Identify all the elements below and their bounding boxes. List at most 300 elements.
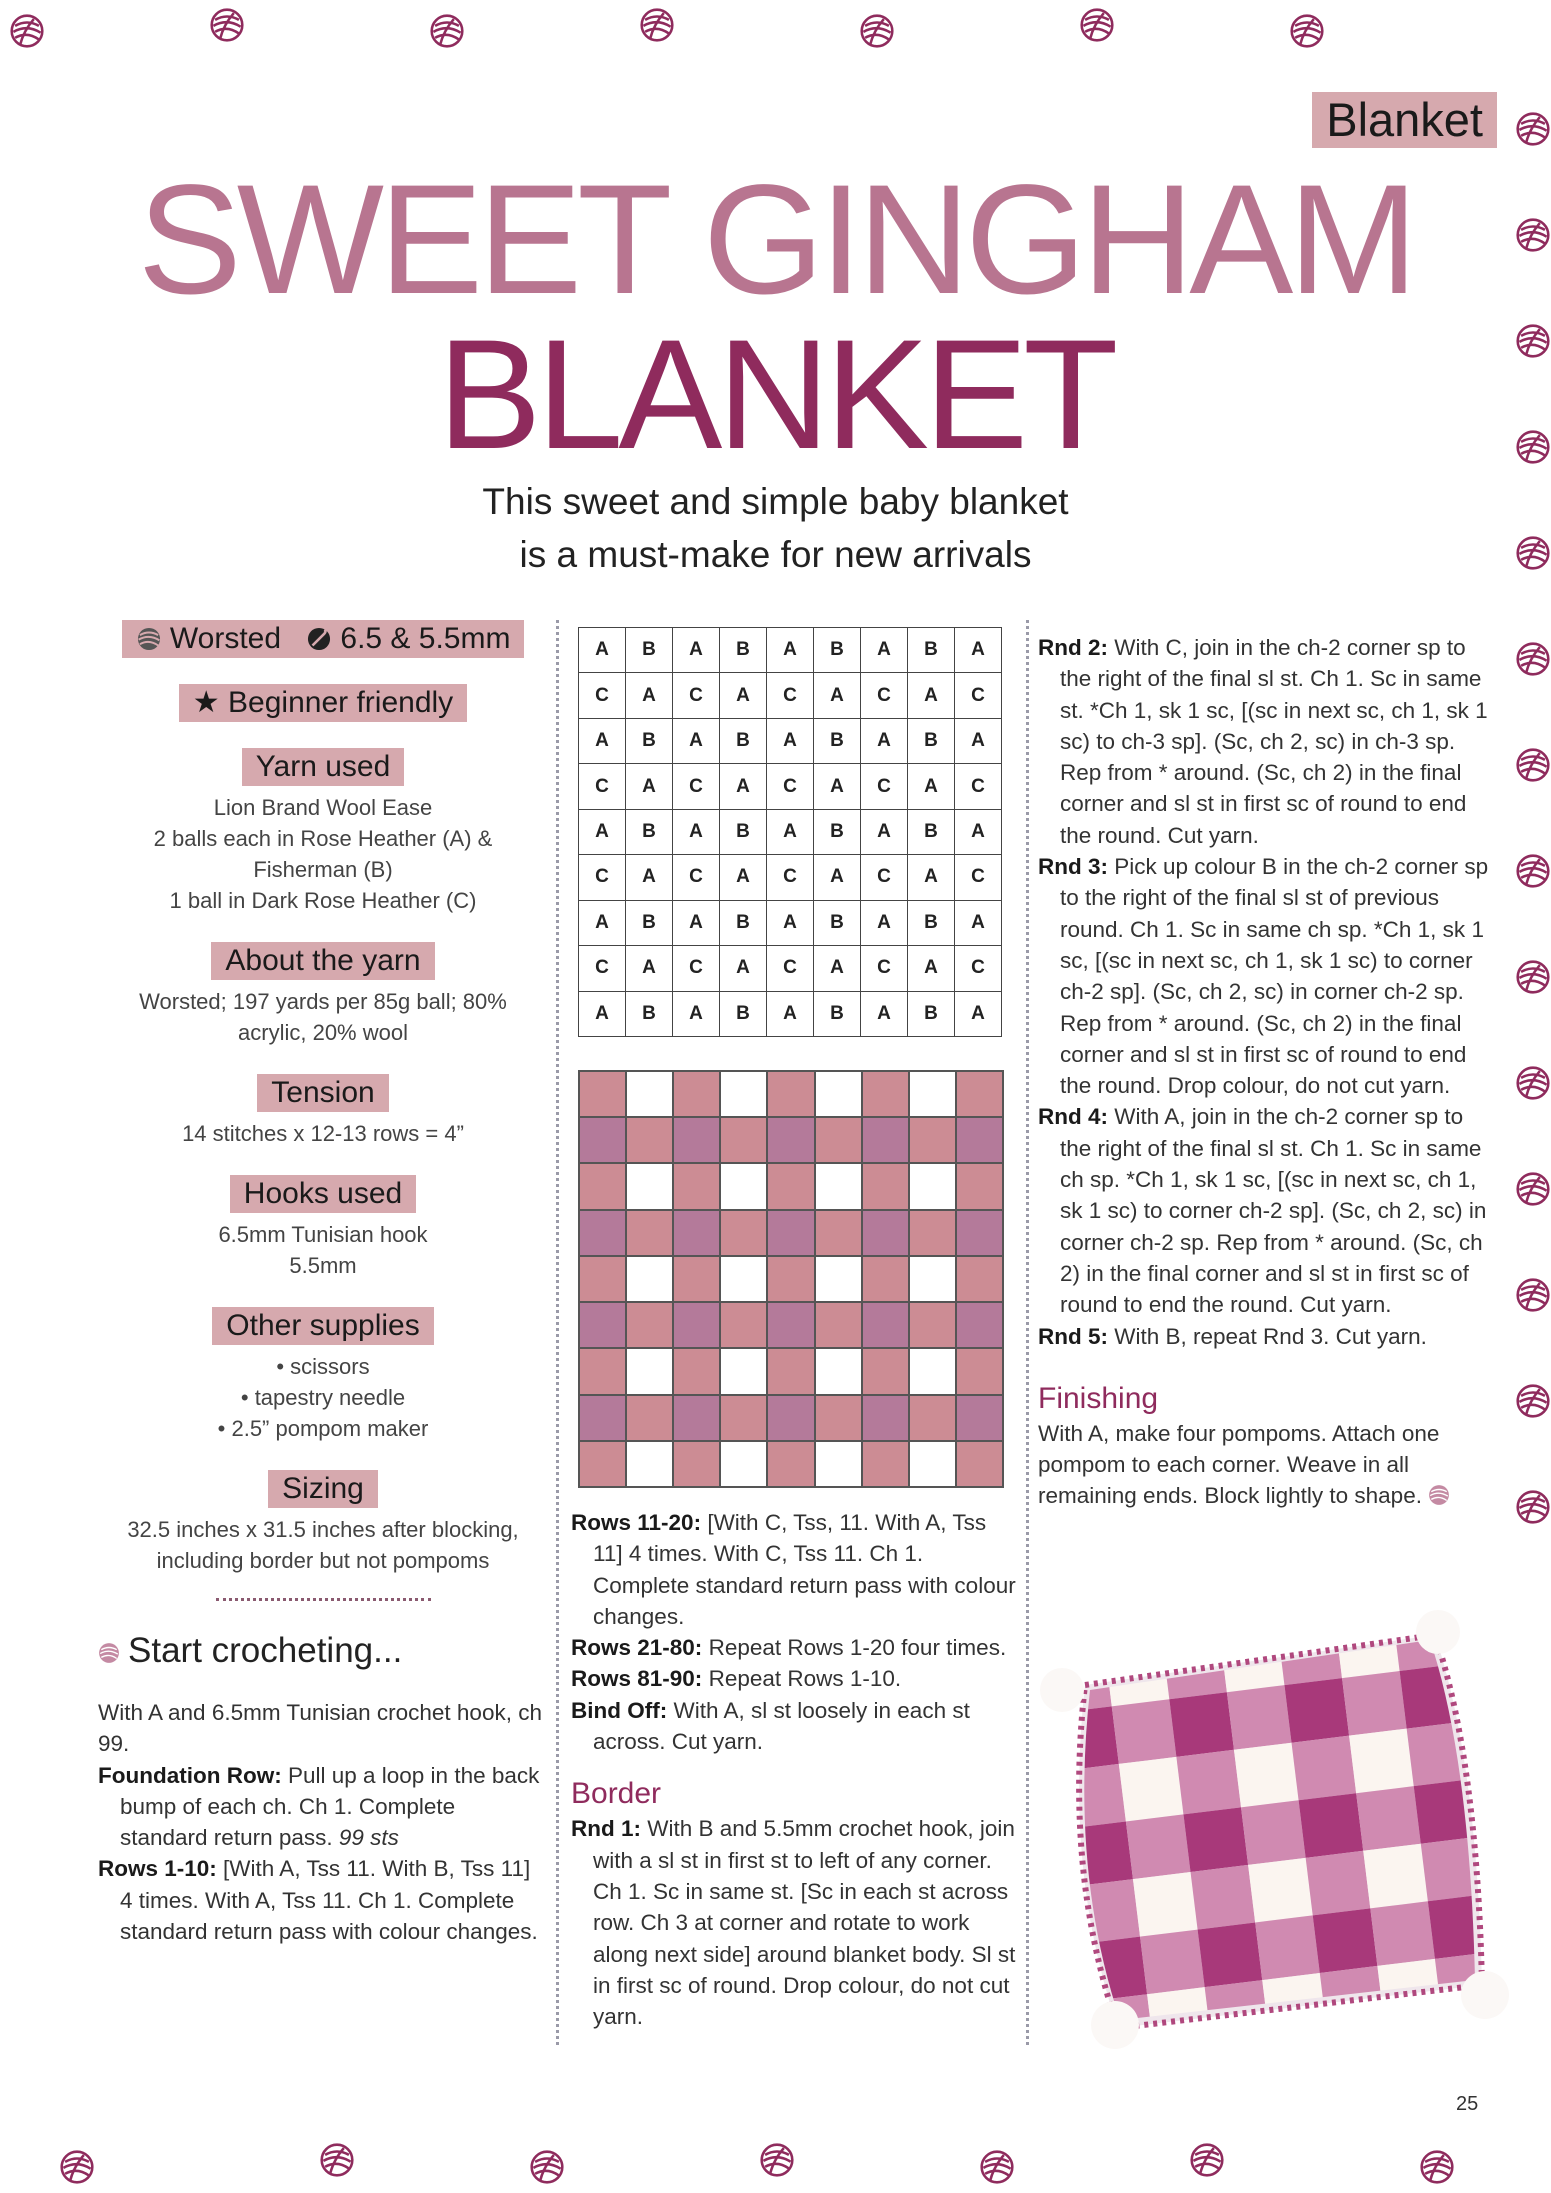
photo-check <box>1234 1743 1299 1808</box>
gingham-cell <box>815 1395 862 1441</box>
chart-cell: A <box>720 946 767 991</box>
gingham-cell <box>815 1210 862 1256</box>
chart-cell: C <box>955 946 1002 991</box>
gingham-cell <box>815 1256 862 1302</box>
skill-level: Beginner friendly <box>228 686 454 719</box>
instruction-step <box>571 1663 1021 1694</box>
info-line: acrylic, 20% wool <box>238 1020 408 1045</box>
gingham-cell <box>626 1210 673 1256</box>
gingham-cell <box>626 1117 673 1163</box>
chart-row <box>579 900 1002 945</box>
subtitle <box>0 475 1551 581</box>
gingham-cell <box>767 1302 814 1348</box>
yarn-ball-icon <box>1420 2150 1454 2184</box>
yarn-ball-icon <box>1516 854 1550 888</box>
yarn-ball-icon <box>1516 112 1550 146</box>
section-heading: Hooks used <box>230 1175 416 1213</box>
info-section <box>98 942 548 1048</box>
photo-check <box>1169 1692 1234 1757</box>
gingham-cell <box>862 1395 909 1441</box>
title-line-2: BLANKET <box>437 308 1114 482</box>
chart-cell: C <box>955 673 1002 718</box>
star-icon: ★ <box>192 686 220 719</box>
photo-check <box>1198 1922 1263 1987</box>
chart-cell: C <box>767 764 814 809</box>
step-text: With B and 5.5mm crochet hook, join with a sl st in first st to left of any corner. Ch 1. Sc in same st. [Sc in each st across row. Ch 3 at corner and rotate to work along next side] around blanket body. Sl st in first sc of round. Drop colour, do not cut yarn. <box>593 1816 1016 2030</box>
chart-cell: B <box>720 718 767 763</box>
chart-cell: A <box>861 628 908 673</box>
chart-cell: C <box>673 946 720 991</box>
info-section <box>98 1175 548 1281</box>
step-label: Rows 11-20: <box>571 1510 702 1535</box>
gingham-cell <box>956 1210 1003 1256</box>
gingham-cell <box>673 1117 720 1163</box>
step-text: With C, join in the ch-2 corner sp to the right of the final sl st. Ch 1. Sc in same st. *Ch 1, sk 1 sc, [(sc in next sc, ch 1, sk 1 sc) to ch-3 sp]. (Sc, ch 2, sc) in ch-3 sp. Rep from * around. (Sc, ch 2) in the final corner and sl st in first sc of round to end the round. Cut yarn. <box>1060 635 1488 848</box>
yarn-ball-icon <box>1516 642 1550 676</box>
photo-check <box>1269 2031 1334 2050</box>
chart-cell: B <box>908 900 955 945</box>
gingham-cell <box>956 1441 1003 1487</box>
photo-check <box>1450 1610 1514 1664</box>
chart-cell: B <box>720 809 767 854</box>
section-heading: About the yarn <box>211 942 434 980</box>
instruction-step <box>571 1813 1021 2032</box>
gingham-cell <box>815 1163 862 1209</box>
gingham-cell <box>720 1163 767 1209</box>
info-section <box>98 1307 548 1444</box>
gingham-cell <box>579 1163 626 1209</box>
chart-cell: A <box>908 764 955 809</box>
chart-cell: A <box>955 628 1002 673</box>
chart-cell: C <box>673 855 720 900</box>
info-line: • 2.5” pompom maker <box>217 1416 429 1441</box>
gingham-cell <box>579 1071 626 1117</box>
instruction-step <box>1038 851 1493 1101</box>
photo-check <box>1471 1772 1514 1837</box>
gingham-cell <box>862 1163 909 1209</box>
chart-cell: C <box>955 855 1002 900</box>
gingham-cell <box>720 1256 767 1302</box>
step-text: Pull up a loop in the back bump of each ch. Ch 1. Complete standard return pass. <box>120 1762 540 1851</box>
gingham-cell <box>815 1441 862 1487</box>
gingham-cell <box>720 1348 767 1394</box>
section-info <box>98 1219 548 1281</box>
info-line: Lion Brand Wool Ease <box>213 795 433 820</box>
gingham-cell <box>862 1210 909 1256</box>
yarn-ball-icon <box>320 2143 354 2177</box>
chart-cell: A <box>814 946 861 991</box>
photo-check <box>1212 2038 1277 2050</box>
chart-cell: B <box>908 809 955 854</box>
page-number: 25 <box>1456 2093 1479 2115</box>
chart-cell: A <box>955 809 1002 854</box>
photo-check <box>1327 2023 1392 2050</box>
photo-check <box>1227 1685 1292 1750</box>
yarn-ball-icon <box>1516 1066 1550 1100</box>
step-text: With B, repeat Rnd 3. Cut yarn. <box>1108 1323 1427 1349</box>
gingham-cell <box>767 1441 814 1487</box>
yarn-ball-icon <box>210 8 244 42</box>
gingham-cell <box>673 1302 720 1348</box>
chart-cell: A <box>579 718 626 763</box>
gingham-cell <box>815 1117 862 1163</box>
hook-sizes: 6.5 & 5.5mm <box>340 622 511 655</box>
gingham-cell <box>956 1117 1003 1163</box>
instruction-step <box>1038 1321 1493 1352</box>
photo-check <box>1313 1908 1378 1973</box>
yarn-ball-icon <box>1290 14 1324 48</box>
chart-cell: A <box>767 900 814 945</box>
chart-row <box>579 764 1002 809</box>
gingham-cell <box>956 1256 1003 1302</box>
photo-check <box>1176 1750 1241 1815</box>
chart-cell: C <box>861 855 908 900</box>
photo-check <box>1478 1830 1514 1895</box>
yarn-ball-icon <box>430 14 464 48</box>
chart-cell: A <box>626 764 673 809</box>
chart-cell: B <box>814 991 861 1037</box>
chart-cell: A <box>908 855 955 900</box>
gingham-cell <box>673 1210 720 1256</box>
chart-cell: A <box>814 764 861 809</box>
photo-check <box>1191 1865 1256 1930</box>
chart-cell: A <box>861 991 908 1037</box>
gingham-cell <box>909 1441 956 1487</box>
chart-row <box>579 718 1002 763</box>
chart-cell: C <box>579 673 626 718</box>
photo-check <box>1068 1821 1133 1886</box>
instruction-step <box>571 1632 1021 1663</box>
chart-cell: A <box>955 900 1002 945</box>
step-label: Rnd 3: <box>1038 854 1108 880</box>
chart-row <box>579 855 1002 900</box>
step-label: Rnd 5: <box>1038 1323 1108 1349</box>
photo-check <box>1255 1915 1320 1980</box>
photo-check <box>1119 1757 1184 1822</box>
gingham-cell <box>673 1256 720 1302</box>
gingham-cell <box>862 1256 909 1302</box>
gingham-cell <box>626 1256 673 1302</box>
gingham-cell <box>673 1395 720 1441</box>
chart-cell: A <box>720 855 767 900</box>
gingham-cell <box>767 1071 814 1117</box>
chart-row <box>579 628 1002 673</box>
photo-check <box>1485 1887 1514 1952</box>
gingham-cell <box>579 1348 626 1394</box>
chart-cell: A <box>673 628 720 673</box>
yarn-ball-icon <box>1190 2143 1224 2177</box>
photo-check <box>1349 1729 1414 1794</box>
yarn-weight-icon <box>136 626 162 652</box>
yarn-ball-icon <box>1080 8 1114 42</box>
chart-cell: A <box>908 673 955 718</box>
middle-instructions <box>571 1507 1021 2032</box>
instruction-step <box>98 1760 548 1854</box>
chart-cell: B <box>626 991 673 1037</box>
chart-cell: A <box>814 673 861 718</box>
chart-cell: A <box>955 718 1002 763</box>
info-line: 5.5mm <box>289 1253 357 1278</box>
chart-cell: A <box>626 855 673 900</box>
info-section <box>98 748 548 916</box>
subtitle-line-2: is a must-make for new arrivals <box>519 534 1032 575</box>
gingham-cell <box>626 1163 673 1209</box>
step-label: Rnd 4: <box>1038 1104 1108 1130</box>
chart-cell: B <box>814 628 861 673</box>
gingham-cell <box>579 1117 626 1163</box>
info-line: Fisherman (B) <box>253 857 393 882</box>
gingham-cell <box>956 1071 1003 1117</box>
category-tag: Blanket <box>1312 92 1497 148</box>
chart-cell: B <box>814 718 861 763</box>
yarn-ball-icon <box>10 14 44 48</box>
info-line: • scissors <box>276 1354 370 1379</box>
chart-cell: C <box>861 764 908 809</box>
chart-cell: C <box>955 764 1002 809</box>
gingham-cell <box>862 1302 909 1348</box>
gingham-cell <box>626 1071 673 1117</box>
info-line: 32.5 inches x 31.5 inches after blocking, <box>127 1517 519 1542</box>
yarn-ball-icon <box>1516 1384 1550 1418</box>
step-text: [With C, Tss, 11. With A, Tss 11] 4 times. With C, Tss 11. Ch 1. Complete standard return pass with colour changes. <box>593 1510 1016 1629</box>
chart-cell: B <box>626 900 673 945</box>
photo-check <box>1363 1844 1428 1909</box>
gingham-cell <box>815 1302 862 1348</box>
chart-cell: C <box>861 946 908 991</box>
info-line: 6.5mm Tunisian hook <box>218 1222 428 1247</box>
yarn-ball-icon <box>980 2150 1014 2184</box>
step-label: Rows 81-90: <box>571 1666 703 1692</box>
chart-row <box>579 991 1002 1037</box>
chart-cell: A <box>861 718 908 763</box>
chart-cell: A <box>955 991 1002 1037</box>
gingham-cell <box>862 1117 909 1163</box>
gingham-cell <box>956 1395 1003 1441</box>
gingham-cell <box>815 1348 862 1394</box>
gingham-cell <box>909 1071 956 1117</box>
gingham-chart <box>578 1070 1004 1488</box>
gingham-cell <box>579 1210 626 1256</box>
photo-check <box>1140 1930 1205 1995</box>
yarn-ball-icon <box>1516 1278 1550 1312</box>
section-heading: Sizing <box>268 1470 378 1508</box>
photo-check <box>1299 1793 1364 1858</box>
section-heading: Other supplies <box>212 1307 433 1345</box>
yarn-ball-icon <box>60 2150 94 2184</box>
info-line: • tapestry needle <box>240 1385 406 1410</box>
gingham-cell <box>720 1302 767 1348</box>
photo-check <box>1284 1678 1349 1743</box>
blanket-photo <box>1030 1610 1514 2050</box>
photo-check <box>1133 1872 1198 1937</box>
gingham-cell <box>767 1348 814 1394</box>
chart-cell: A <box>579 809 626 854</box>
gingham-cell <box>720 1441 767 1487</box>
gingham-cell <box>767 1395 814 1441</box>
step-label: Foundation Row: <box>98 1762 282 1788</box>
gingham-cell <box>673 1348 720 1394</box>
photo-check <box>1356 1786 1421 1851</box>
chart-cell: A <box>720 673 767 718</box>
gingham-cell <box>909 1256 956 1302</box>
step-label: Rnd 1: <box>571 1816 641 1842</box>
gingham-cell <box>720 1395 767 1441</box>
start-intro: With A and 6.5mm Tunisian crochet hook, ch 99. <box>98 1700 542 1757</box>
chart-cell: B <box>720 628 767 673</box>
chart-cell: A <box>908 946 955 991</box>
yarn-ball-icon <box>860 14 894 48</box>
yarn-weight: Worsted <box>169 622 282 655</box>
chart-row <box>579 946 1002 991</box>
photo-check <box>1248 1858 1313 1923</box>
gingham-cell <box>579 1441 626 1487</box>
chart-cell: A <box>814 855 861 900</box>
chart-cell: A <box>720 764 767 809</box>
info-line: including border but not pompoms <box>156 1548 490 1573</box>
photo-check <box>1384 2016 1449 2050</box>
photo-check <box>1112 1699 1177 1764</box>
photo-check <box>1126 1814 1191 1879</box>
step-text: Repeat Rows 1-10. <box>702 1666 902 1692</box>
chart-cell: C <box>673 764 720 809</box>
step-label: Rnd 2: <box>1038 635 1108 660</box>
chart-cell: C <box>579 855 626 900</box>
hook-icon <box>306 626 332 652</box>
chart-cell: C <box>767 855 814 900</box>
gingham-cell <box>720 1210 767 1256</box>
chart-cell: B <box>626 809 673 854</box>
chart-cell: A <box>767 809 814 854</box>
instruction-step <box>571 1695 1021 1758</box>
photo-check <box>1241 1800 1306 1865</box>
step-text: [With A, Tss 11. With B, Tss 11] 4 times. With A, Tss 11. Ch 1. Complete standard return pass with colour changes. <box>120 1856 538 1945</box>
gingham-cell <box>862 1071 909 1117</box>
instruction-step <box>98 1853 548 1947</box>
colour-chart <box>578 627 1002 1037</box>
subtitle-line-1: This sweet and simple baby blanket <box>482 481 1069 522</box>
finishing-text-content: With A, make four pompoms. Attach one pompom to each corner. Weave in all remaining ends. Block lightly to shape. <box>1038 1420 1440 1509</box>
yarn-ball-icon <box>1516 748 1550 782</box>
info-section <box>98 1470 548 1576</box>
photo-check <box>1061 1764 1126 1829</box>
chart-cell: A <box>861 809 908 854</box>
gingham-cell <box>862 1348 909 1394</box>
chart-cell: C <box>579 946 626 991</box>
gingham-cell <box>579 1256 626 1302</box>
start-heading-text: Start crocheting... <box>128 1631 403 1670</box>
right-column <box>1038 632 1493 1512</box>
yarn-ball-icon <box>760 2143 794 2177</box>
photo-check <box>1306 1851 1371 1916</box>
title-line-1: SWEET GINGHAM <box>137 153 1414 327</box>
finishing-heading: Finishing <box>1038 1381 1159 1415</box>
photo-check <box>1370 1901 1435 1966</box>
gingham-cell <box>956 1163 1003 1209</box>
step-note: 99 sts <box>338 1825 399 1851</box>
instruction-step <box>1038 1101 1493 1320</box>
section-heading: Tension <box>257 1074 388 1112</box>
chart-cell: A <box>626 946 673 991</box>
gingham-cell <box>673 1441 720 1487</box>
step-text: With A, join in the ch-2 corner sp to the right of the final sl st. Ch 1. Sc in same ch sp. *Ch 1, sk 1 sc, [(sc in next sc, ch 1, sk 1 sc) to corner ch-2 sp]. (Sc, ch 2, sc) in corner ch-2 sp. Rep from * around. (Sc, ch 2) in the final corner and sl st in first sc of round to end the round. Cut yarn. <box>1060 1104 1487 1318</box>
chart-cell: B <box>720 991 767 1037</box>
chart-cell: A <box>626 673 673 718</box>
yarn-ball-icon <box>1516 1490 1550 1524</box>
dotted-divider <box>216 1598 431 1601</box>
gingham-cell <box>673 1163 720 1209</box>
chart-cell: B <box>720 900 767 945</box>
section-info <box>98 792 548 916</box>
column-divider-1 <box>556 620 559 2045</box>
info-line: Worsted; 197 yards per 85g ball; 80% <box>139 989 507 1014</box>
photo-check <box>1154 2045 1219 2050</box>
gingham-cell <box>767 1256 814 1302</box>
photo-check <box>1183 1807 1248 1872</box>
gingham-cell <box>720 1117 767 1163</box>
section-info <box>98 1514 548 1576</box>
chart-cell: C <box>767 946 814 991</box>
gingham-cell <box>909 1117 956 1163</box>
section-info <box>98 986 548 1048</box>
chart-row <box>579 809 1002 854</box>
gingham-cell <box>626 1395 673 1441</box>
column-divider-2 <box>1026 620 1029 2045</box>
section-info <box>98 1351 548 1444</box>
gingham-cell <box>909 1210 956 1256</box>
photo-check <box>1457 1657 1514 1722</box>
info-section <box>98 1074 548 1149</box>
photo-check <box>1464 1714 1514 1779</box>
gingham-cell <box>720 1071 767 1117</box>
chart-cell: C <box>579 764 626 809</box>
chart-cell: A <box>767 628 814 673</box>
photo-check <box>1342 1671 1407 1736</box>
gingham-cell <box>815 1071 862 1117</box>
step-text: Pick up colour B in the ch-2 corner sp to the right of the final sl st of previous round. Ch 1. Sc in same ch sp. *Ch 1, sk 1 sc, [(sc in next sc, ch 1, sk 1 sc) to corner ch-2 sp]. (Sc, ch 2, sc) in corner ch-2 sp. Rep from * around. (Sc, ch 2) in the final corner and sl st in first sc of round to end the round. Drop colour, do not cut yarn. <box>1060 854 1489 1099</box>
chart-cell: A <box>579 628 626 673</box>
gingham-cell <box>579 1302 626 1348</box>
yarn-ball-icon <box>530 2150 564 2184</box>
border-heading: Border <box>571 1777 662 1811</box>
gingham-cell <box>909 1163 956 1209</box>
gingham-cell <box>767 1163 814 1209</box>
gingham-cell <box>956 1302 1003 1348</box>
step-text: Repeat Rows 1-20 four times. <box>702 1635 1007 1661</box>
finishing-text <box>1038 1418 1493 1512</box>
chart-cell: A <box>767 718 814 763</box>
step-text: With A, sl st loosely in each st across. Cut yarn. <box>593 1697 970 1755</box>
chart-cell: C <box>673 673 720 718</box>
chart-cell: B <box>908 628 955 673</box>
gingham-cell <box>626 1348 673 1394</box>
step-label: Bind Off: <box>571 1697 668 1723</box>
gingham-cell <box>767 1210 814 1256</box>
gingham-cell <box>626 1441 673 1487</box>
section-info <box>98 1118 548 1149</box>
spec-pill <box>122 620 525 658</box>
chart-cell: C <box>767 673 814 718</box>
yarn-ball-icon <box>640 8 674 42</box>
photo-check <box>1082 1937 1147 2002</box>
chart-cell: B <box>626 628 673 673</box>
chart-cell: A <box>673 991 720 1037</box>
start-crocheting-heading <box>98 1629 548 1673</box>
info-line: 1 ball in Dark Rose Heather (C) <box>169 888 477 913</box>
chart-cell: A <box>673 809 720 854</box>
gingham-cell <box>956 1348 1003 1394</box>
photo-check <box>1292 1736 1357 1801</box>
chart-cell: B <box>814 900 861 945</box>
